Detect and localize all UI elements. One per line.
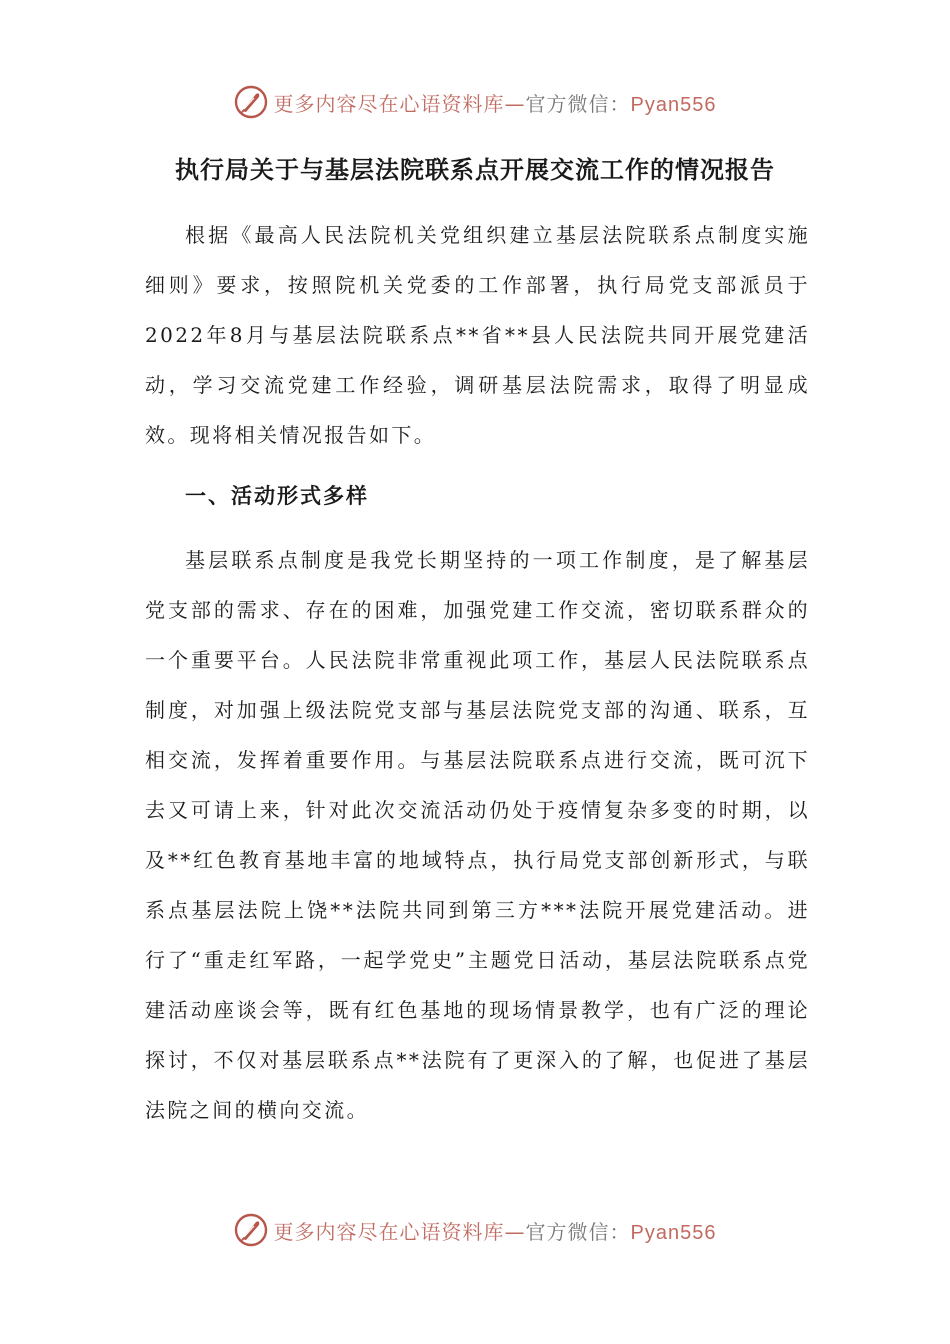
intro-paragraph: 根据《最高人民法院机关党组织建立基层法院联系点制度实施细则》要求，按照院机关党委的工作部署，执行局党支部派员于2022年8月与基层法院联系点**省**县人民法院共同开展党建活动，学习交流党建工作经验，调研基层法院需求，取得了明显成效。现将相关情况报告如下。 bbox=[145, 223, 810, 447]
banner-dash: — bbox=[504, 91, 526, 116]
banner-wechat-label: 官方微信： bbox=[525, 1219, 631, 1244]
banner-brand: 更多内容尽在心语资料库 bbox=[273, 91, 505, 116]
banner-wechat-label: 官方微信： bbox=[525, 91, 631, 116]
banner-wechat-id: Pyan556 bbox=[630, 93, 717, 116]
header-banner bbox=[0, 82, 950, 122]
banner-text bbox=[274, 88, 717, 117]
quill-pen-logo-icon bbox=[234, 85, 268, 119]
banner-text bbox=[274, 1216, 717, 1245]
document-title: 执行局关于与基层法院联系点开展交流工作的情况报告 bbox=[175, 156, 775, 184]
quill-pen-logo-icon bbox=[234, 1213, 268, 1247]
section-1-heading: 一、活动形式多样 bbox=[185, 484, 369, 508]
banner-wechat-id: Pyan556 bbox=[630, 1221, 717, 1244]
banner-dash: — bbox=[504, 1219, 526, 1244]
section-1-paragraph: 基层联系点制度是我党长期坚持的一项工作制度，是了解基层党支部的需求、存在的困难，加强党建工作交流，密切联系群众的一个重要平台。人民法院非常重视此项工作，基层人民法院联系点制度，对加强上级法院党支部与基层法院党支部的沟通、联系，互相交流，发挥着重要作用。与基层法院联系点进行交流，既可沉下去又可请上来，针对此次交流活动仍处于疫情复杂多变的时期，以及**红色教育基地丰富的地域特点，执行局党支部创新形式，与联系点基层法院上饶**法院共同到第三方***法院开展党建活动。进行了“重走红军路，一起学党史”主题党日活动，基层法院联系点党建活动座谈会等，既有红色基地的现场情景教学，也有广泛的理论探讨，不仅对基层联系点**法院有了更深入的了解，也促进了基层法院之间的横向交流。 bbox=[145, 548, 810, 1122]
footer-banner bbox=[0, 1210, 950, 1250]
banner-brand: 更多内容尽在心语资料库 bbox=[273, 1219, 505, 1244]
